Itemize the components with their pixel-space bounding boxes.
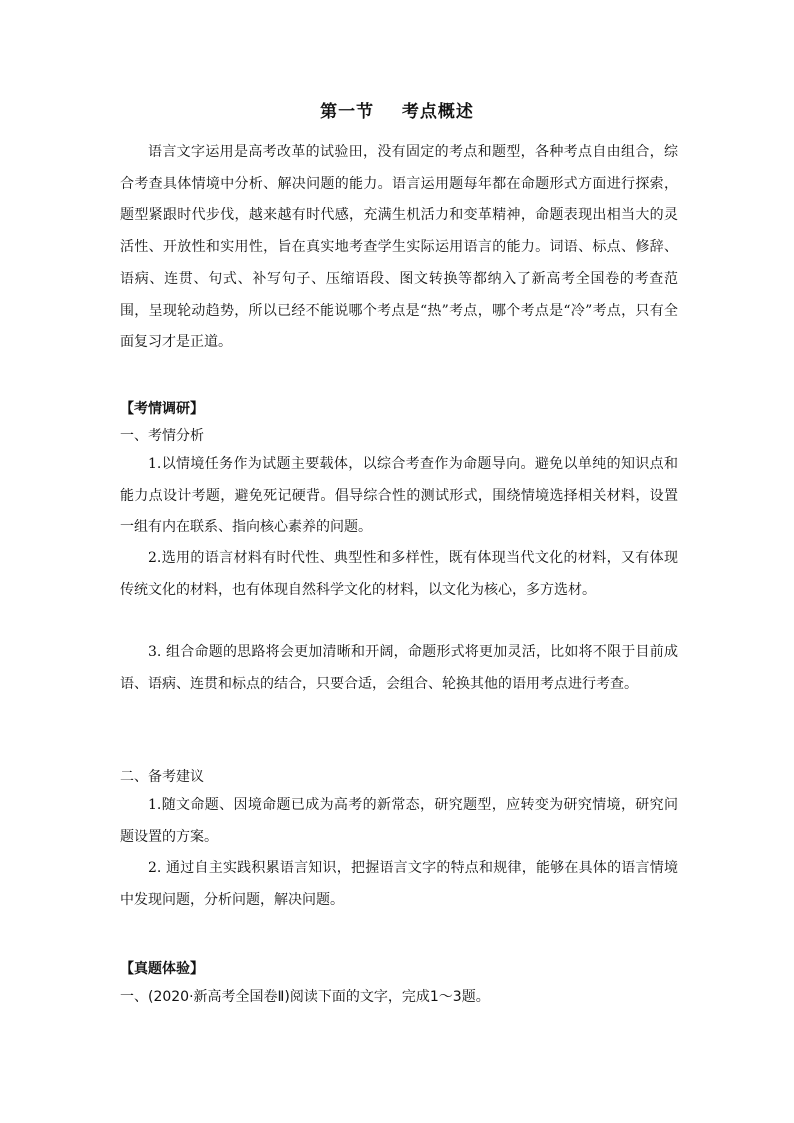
advice-item-2: 2. 通过自主实践积累语言知识，把握语言文字的特点和规律，能够在具体的语言情境中发现问题，分析问题，解决问题。: [120, 860, 678, 908]
page-title: 第一节 考点概述: [320, 102, 474, 122]
analysis-item-1: 1.以情境任务作为试题主要载体，以综合考查作为命题导向。避免以单纯的知识点和能力点设计考题，避免死记硬背。倡导综合性的测试形式，围绕情境选择相关材料，设置一组有内在联系、指向核心素养的问题。: [120, 456, 678, 536]
advice-item-1: 1.随文命题、因境命题已成为高考的新常态，研究题型，应转变为研究情境，研究问题设置的方案。: [120, 797, 678, 845]
section-heading-real-questions: 【真题体验】: [120, 961, 204, 977]
subheading-exam-analysis: 一、考情分析: [120, 428, 204, 444]
intro-paragraph: 语言文字运用是高考改革的试验田，没有固定的考点和题型，各种考点自由组合，综合考查具体情境中分析、解决问题的能力。语言运用题每年都在命题形式方面进行探索，题型紧跟时代步伐，越来越有时代感，充满生机活力和变革精神，命题表现出相当大的灵活性、开放性和实用性，旨在真实地考查学生实际运用语言的能力。词语、标点、修辞、语病、连贯、句式、补写句子、压缩语段、图文转换等都纳入了新高考全国卷的考查范围，呈现轮动趋势，所以已经不能说哪个考点是“热”考点，哪个考点是“冷”考点，只有全面复习才是正道。: [120, 144, 678, 351]
subheading-prep-advice: 二、备考建议: [120, 769, 204, 785]
analysis-item-2: 2.选用的语言材料有时代性、典型性和多样性，既有体现当代文化的材料，又有体现传统文化的材料，也有体现自然科学文化的材料，以文化为核心，多方选材。: [120, 550, 678, 598]
analysis-item-3: 3. 组合命题的思路将会更加清晰和开阔，命题形式将更加灵活，比如将不限于目前成语、语病、连贯和标点的结合，只要合适，会组合、轮换其他的语用考点进行考查。: [120, 644, 678, 692]
question-instruction: 一、(2020·新高考全国卷Ⅱ)阅读下面的文字，完成1～3题。: [120, 989, 490, 1005]
section-heading-exam-research: 【考情调研】: [120, 401, 204, 417]
